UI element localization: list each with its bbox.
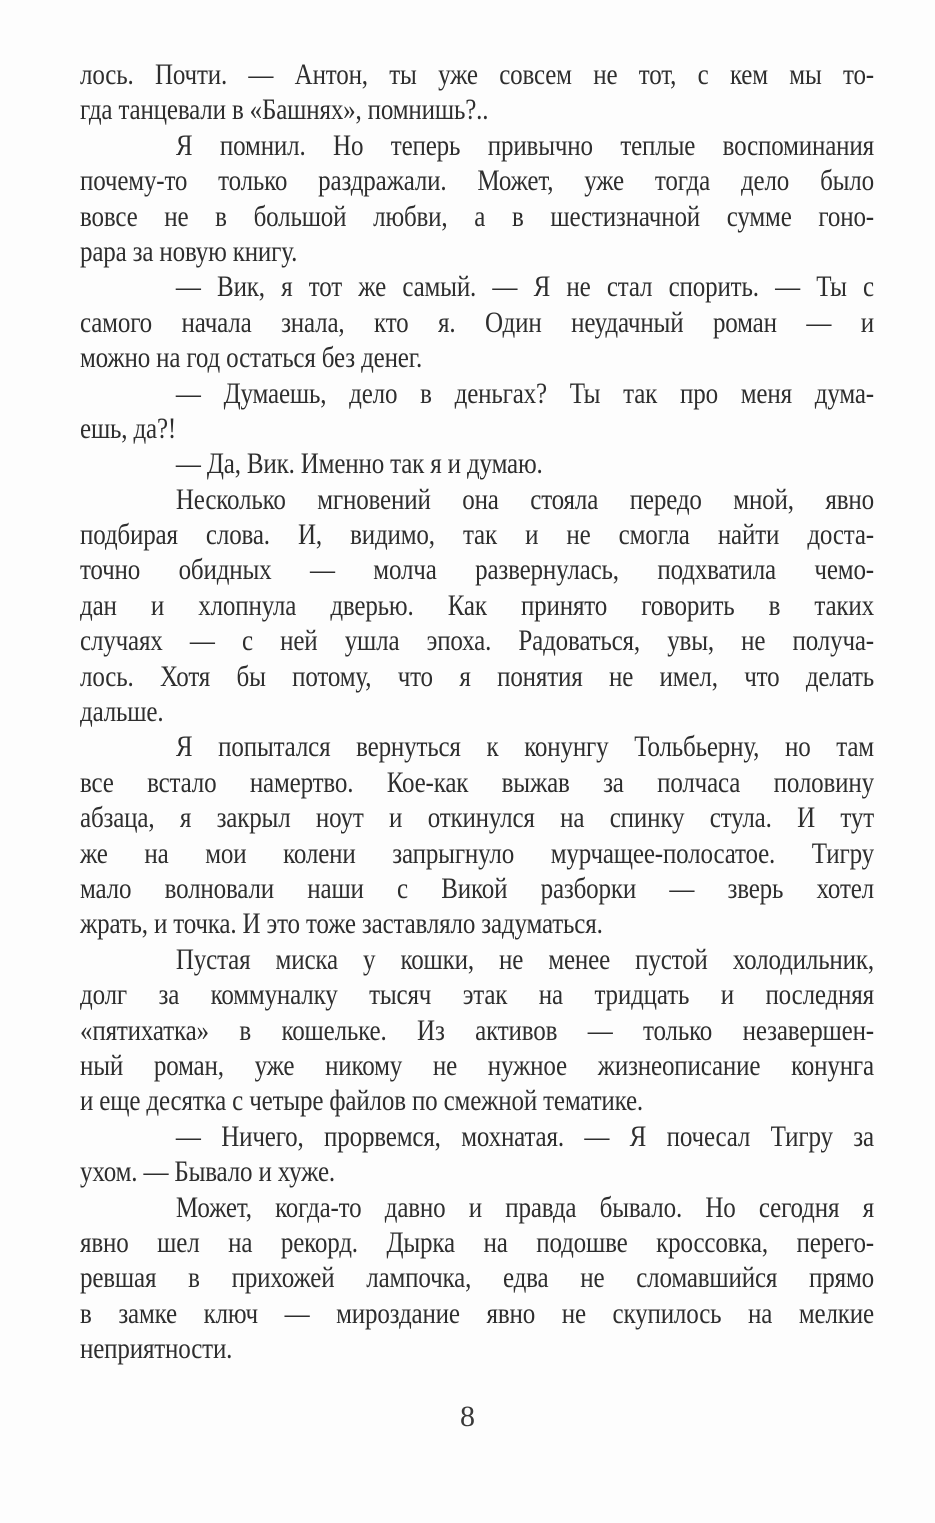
- text-line: [80, 517, 874, 552]
- text-line-content: жрать, и точка. И это тоже заставляло задуматься.: [80, 907, 603, 941]
- text-line-content: «пятихатка» в кошельке. Из активов — только незавершен-: [80, 1013, 874, 1047]
- text-line-content: ревшая в прихожей лампочка, едва не сломавшийся прямо: [80, 1261, 874, 1295]
- text-line: [80, 340, 874, 375]
- text-line: [80, 552, 874, 587]
- text-line: [80, 376, 874, 411]
- text-line-content: — Да, Вик. Именно так я и думаю.: [175, 447, 543, 481]
- text-line-content: — Вик, я тот же самый. — Я не стал спорить. — Ты с: [175, 270, 874, 304]
- text-line: [80, 1296, 874, 1331]
- text-line: [80, 305, 874, 340]
- text-line: [80, 765, 874, 800]
- text-line: [80, 199, 874, 234]
- text-line: [80, 1083, 874, 1118]
- text-line-content: все встало намертво. Кое-как выжав за полчаса половину: [80, 765, 874, 799]
- text-line: [80, 942, 874, 977]
- text-line: [80, 92, 874, 127]
- text-line-content: Несколько мгновений она стояла передо мной, явно: [175, 482, 874, 516]
- text-line-content: можно на год остаться без денег.: [80, 341, 423, 375]
- text-line-content: гда танцевали в «Башнях», помнишь?..: [80, 93, 489, 127]
- text-line: [80, 57, 874, 92]
- text-line: [80, 234, 874, 269]
- text-line: [80, 411, 874, 446]
- text-line: [80, 1154, 874, 1189]
- text-line: [80, 906, 874, 941]
- text-line-content: Пустая миска у кошки, не менее пустой холодильник,: [175, 942, 874, 976]
- text-line: [80, 729, 874, 764]
- text-line-content: лось. Хотя бы потому, что я понятия не имел, что делать: [80, 659, 874, 693]
- text-line-content: почему-то только раздражали. Может, уже тогда дело было: [80, 164, 874, 198]
- text-line: [80, 800, 874, 835]
- text-line-content: и еще десятка с четыре файлов по смежной тематике.: [80, 1084, 644, 1118]
- text-line: [80, 482, 874, 517]
- text-line: [80, 836, 874, 871]
- text-line: [80, 871, 874, 906]
- text-line: [80, 977, 874, 1012]
- text-line-content: самого начала знала, кто я. Один неудачный роман — и: [80, 305, 874, 339]
- text-line-content: долг за коммуналку тысяч этак на тридцать и последняя: [80, 978, 874, 1012]
- text-line-content: ухом. — Бывало и хуже.: [80, 1155, 335, 1189]
- text-line-content: ный роман, уже никому не нужное жизнеописание конунга: [80, 1048, 874, 1082]
- text-line-content: неприятности.: [80, 1332, 233, 1366]
- text-line: [80, 623, 874, 658]
- text-line: [80, 128, 874, 163]
- text-line: [80, 163, 874, 198]
- text-line-content: мало волновали наши с Викой разборки — зверь хотел: [80, 871, 874, 905]
- text-line: [80, 446, 874, 481]
- text-line: [80, 1119, 874, 1154]
- text-line-content: точно обидных — молча развернулась, подхватила чемо-: [80, 553, 874, 587]
- text-line-content: случаях — с ней ушла эпоха. Радоваться, увы, не получа-: [80, 624, 874, 658]
- page-number: 8: [460, 1400, 475, 1433]
- text-line-content: лось. Почти. — Антон, ты уже совсем не тот, с кем мы то-: [80, 58, 874, 91]
- text-line-content: абзаца, я закрыл ноут и откинулся на спинку стула. И тут: [80, 801, 874, 835]
- text-line-content: подбирая слова. И, видимо, так и не смогла найти доста-: [80, 518, 874, 552]
- text-line-content: Может, когда-то давно и правда бывало. Но сегодня я: [175, 1190, 874, 1224]
- text-line-content: дальше.: [80, 695, 164, 729]
- text-line: [80, 694, 874, 729]
- text-line-content: в замке ключ — мироздание явно не скупилось на мелкие: [80, 1296, 874, 1330]
- text-line-content: рара за новую книгу.: [80, 234, 298, 268]
- text-line-content: явно шел на рекорд. Дырка на подошве кроссовка, перего-: [80, 1225, 874, 1259]
- text-line-content: вовсе не в большой любви, а в шестизначной сумме гоно-: [80, 199, 874, 233]
- text-line-content: ешь, да?!: [80, 411, 177, 445]
- text-line-content: Я попытался вернуться к конунгу Тольбьерну, но там: [175, 730, 874, 764]
- text-line: [80, 269, 874, 304]
- text-line: [80, 1225, 874, 1260]
- text-line-content: Я помнил. Но теперь привычно теплые воспоминания: [175, 128, 874, 162]
- text-line: [80, 588, 874, 623]
- text-line: [80, 1331, 874, 1366]
- text-line-content: — Думаешь, дело в деньгах? Ты так про меня дума-: [175, 376, 874, 410]
- text-line-content: же на мои колени запрыгнуло мурчащее-полосатое. Тигру: [80, 836, 874, 870]
- text-line-content: дан и хлопнула дверью. Как принято говорить в таких: [80, 588, 874, 622]
- text-line: [80, 1048, 874, 1083]
- text-line: [80, 1013, 874, 1048]
- page-body-text: [80, 57, 874, 1366]
- text-line-content: — Ничего, прорвемся, мохнатая. — Я почесал Тигру за: [175, 1119, 874, 1153]
- text-line: [80, 1260, 874, 1295]
- text-line: [80, 1190, 874, 1225]
- text-line: [80, 659, 874, 694]
